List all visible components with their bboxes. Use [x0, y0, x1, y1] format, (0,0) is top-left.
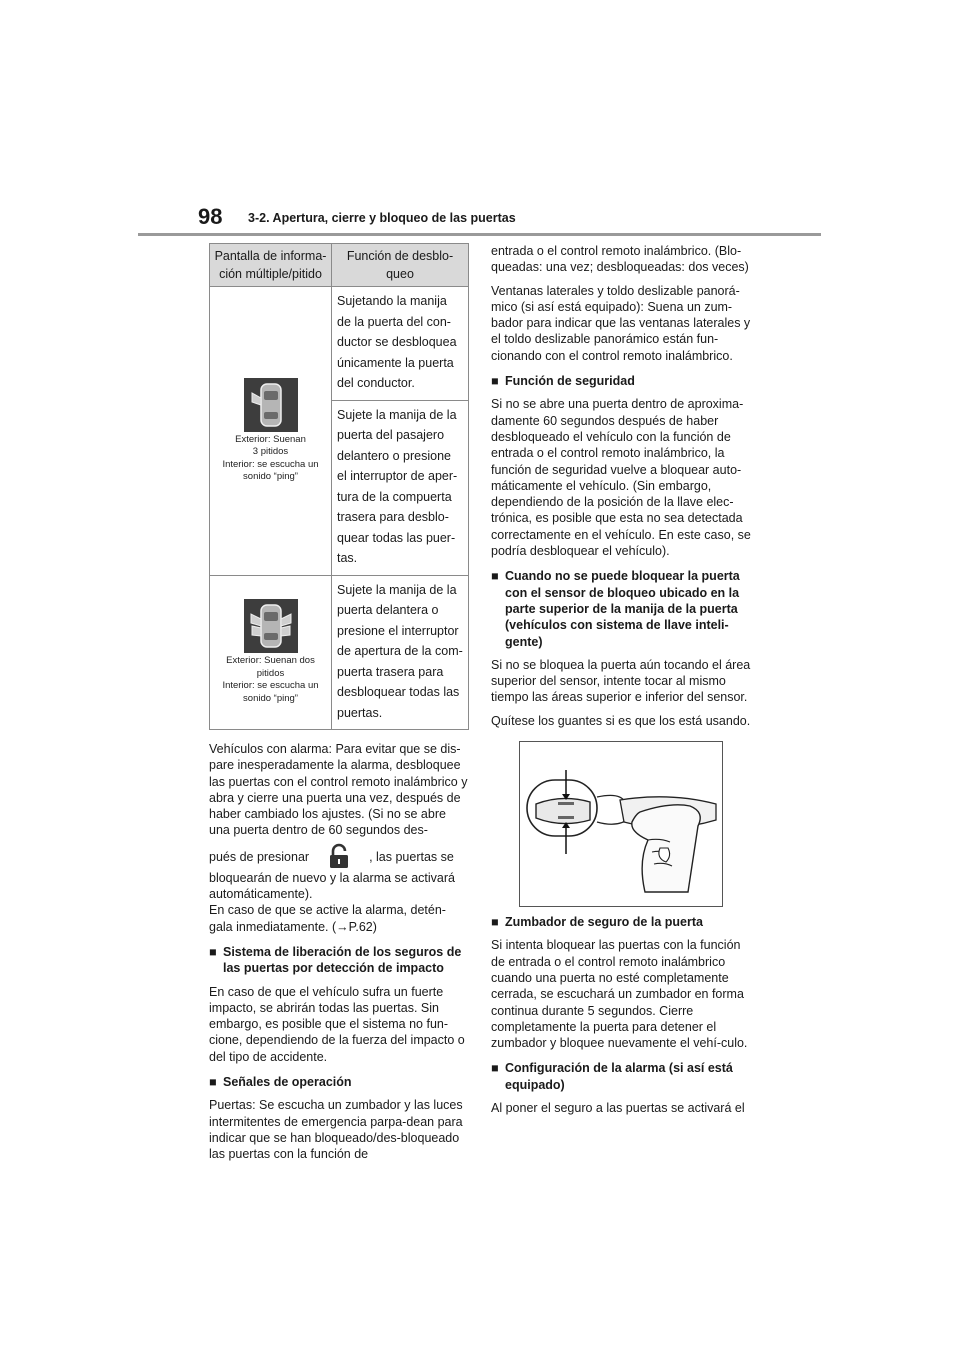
- section-heading: [209, 944, 469, 977]
- alarm-paragraph: bloquearán de nuevo y la alarma se activará automáticamente).: [209, 870, 455, 902]
- header-rule: [138, 233, 821, 236]
- unlock-function-table: [209, 243, 469, 730]
- caption-line: Exterior: Suenan: [235, 433, 306, 445]
- alarm-paragraph: En caso de que se active la alarma, detén-gala inmediatamente. (→P.62): [209, 903, 446, 934]
- lock-icon: [309, 843, 369, 869]
- body-paragraph: En caso de que el vehículo sufra un fuerte impacto, se abrirán todas las puertas. Sin embargo, es posible que el sistema no fun-cione, dependiendo de la fuerza del impacto o del tipo de accidente.: [209, 984, 465, 1064]
- table-header: Pantalla de informa-ción múltiple/pitido: [210, 244, 332, 287]
- section-heading: [491, 914, 753, 930]
- table-cell-display: [210, 575, 332, 730]
- door-handle-sensor-icon: [520, 742, 722, 906]
- caption-line: sonido “ping”: [243, 692, 298, 704]
- body-paragraph: Puertas: Se escucha un zumbador y las luces intermitentes de emergencia parpa-dean para indicar que se han bloqueado/des-bloqueado las puertas con la función de: [209, 1098, 463, 1162]
- heading-text: Función de seguridad: [505, 374, 635, 389]
- body-paragraph: Ventanas laterales y toldo deslizable panorá-mico (si así está equipado): Suena un zum-bador para indicar que las ventanas laterales y el toldo deslizable panorámico están fun-cionando con el control remoto inalámbrico.: [491, 283, 751, 363]
- body-paragraph: Al poner el seguro a las puertas se activará el: [491, 1100, 745, 1115]
- right-column: [491, 243, 753, 1116]
- table-cell-function: Sujete la manija de la puerta del pasajero delantero o presione el interruptor de aper-tura de la compuerta trasera para desblo-quear todas las puer-tas.: [332, 400, 469, 575]
- page-header: [198, 204, 798, 234]
- caption-line: Exterior: Suenan dos: [226, 655, 315, 667]
- alarm-paragraph-lock-line: [209, 843, 469, 870]
- bullet-square-icon: ■: [491, 915, 499, 930]
- page-number: 98: [198, 204, 223, 229]
- heading-text: Cuando no se puede bloquear la puerta con el sensor de bloqueo ubicado en la parte superior de la manija de la puerta (vehículos con sistema de llave inteli-gente): [505, 569, 740, 649]
- table-header-row: [210, 244, 469, 287]
- bullet-square-icon: ■: [491, 374, 499, 389]
- body-paragraph: Si intenta bloquear las puertas con la función de entrada o el control remoto inalámbrico cuando una puerta no esté completamente cerrada, se escuchará un zumbador en forma continua durante 5 segundos. Cierre completamente la puerta para detener el zumbador y bloquee nuevamente el vehí-culo.: [491, 938, 748, 1051]
- left-column: [209, 243, 469, 1163]
- section-heading: [209, 1074, 469, 1090]
- door-handle-illustration: [519, 741, 723, 907]
- section-heading: [491, 373, 753, 389]
- table-cell-function: Sujete la manija de la puerta delantera o presione el interruptor de apertura de la com-puerta trasera para desbloquear todas las puertas.: [332, 575, 469, 730]
- bullet-square-icon: ■: [491, 569, 499, 584]
- table-cell-function: Sujetando la manija de la puerta del con-ductor se desbloquea únicamente la puerta del conductor.: [332, 287, 469, 401]
- bullet-square-icon: ■: [209, 1075, 217, 1090]
- section-title: 3-2. Apertura, cierre y bloqueo de las puertas: [248, 211, 516, 225]
- bullet-square-icon: ■: [491, 1061, 499, 1076]
- text-span: , las puertas se: [369, 849, 454, 864]
- heading-text: Zumbador de seguro de la puerta: [505, 915, 703, 930]
- heading-text: Sistema de liberación de los seguros de las puertas por detección de impacto: [223, 944, 462, 976]
- caption-line: pitidos: [256, 667, 285, 679]
- caption-line: 3 pitidos: [252, 446, 289, 458]
- heading-text: Configuración de la alarma (si así está equipado): [505, 1061, 733, 1092]
- bullet-square-icon: ■: [209, 944, 217, 959]
- body-paragraph: Quítese los guantes si es que los está usando.: [491, 713, 751, 728]
- table-cell-display: [210, 287, 332, 576]
- heading-text: Señales de operación: [223, 1075, 352, 1090]
- caption-line: Interior: se escucha un: [222, 680, 319, 692]
- table-row: [210, 287, 469, 401]
- table-row: [210, 575, 469, 730]
- body-paragraph: Si no se bloquea la puerta aún tocando el área superior del sensor, intente tocar al mismo tiempo las áreas superior e inferior del sensor.: [491, 657, 751, 705]
- table-header: Función de desblo-queo: [332, 244, 469, 287]
- body-paragraph: entrada o el control remoto inalámbrico. (Blo-queadas: una vez; desbloqueadas: dos veces): [491, 244, 749, 275]
- section-heading: [491, 568, 753, 649]
- section-heading: [491, 1060, 753, 1093]
- alarm-paragraph: Vehículos con alarma: Para evitar que se dis-pare inesperadamente la alarma, desbloquee las puertas con el control remoto inalámbrico y abra y cierre una puerta una vez, después de haber cambiado los ajustes. (Si no se abre una puerta dentro de 60 segundos des-: [209, 742, 468, 838]
- car-doors-open-icon: [244, 378, 298, 432]
- car-doors-open-icon: [244, 599, 298, 653]
- caption-line: sonido “ping”: [243, 471, 298, 483]
- caption-line: Interior: se escucha un: [222, 458, 319, 470]
- text-span: pués de presionar: [209, 849, 310, 864]
- body-paragraph: Si no se abre una puerta dentro de aproxima-damente 60 segundos después de haber desbloqueado el vehículo con la función de entrada o el control remoto inalámbrico, la función de seguridad vuelve a bloquear auto-máticamente el vehículo. (Sin embargo, dependiendo de la posición de la llave elec-trónica, es posible que esta no sea detectada correctamente en el vehículo. En este caso, se podría desbloquear el vehículo).: [491, 397, 751, 559]
